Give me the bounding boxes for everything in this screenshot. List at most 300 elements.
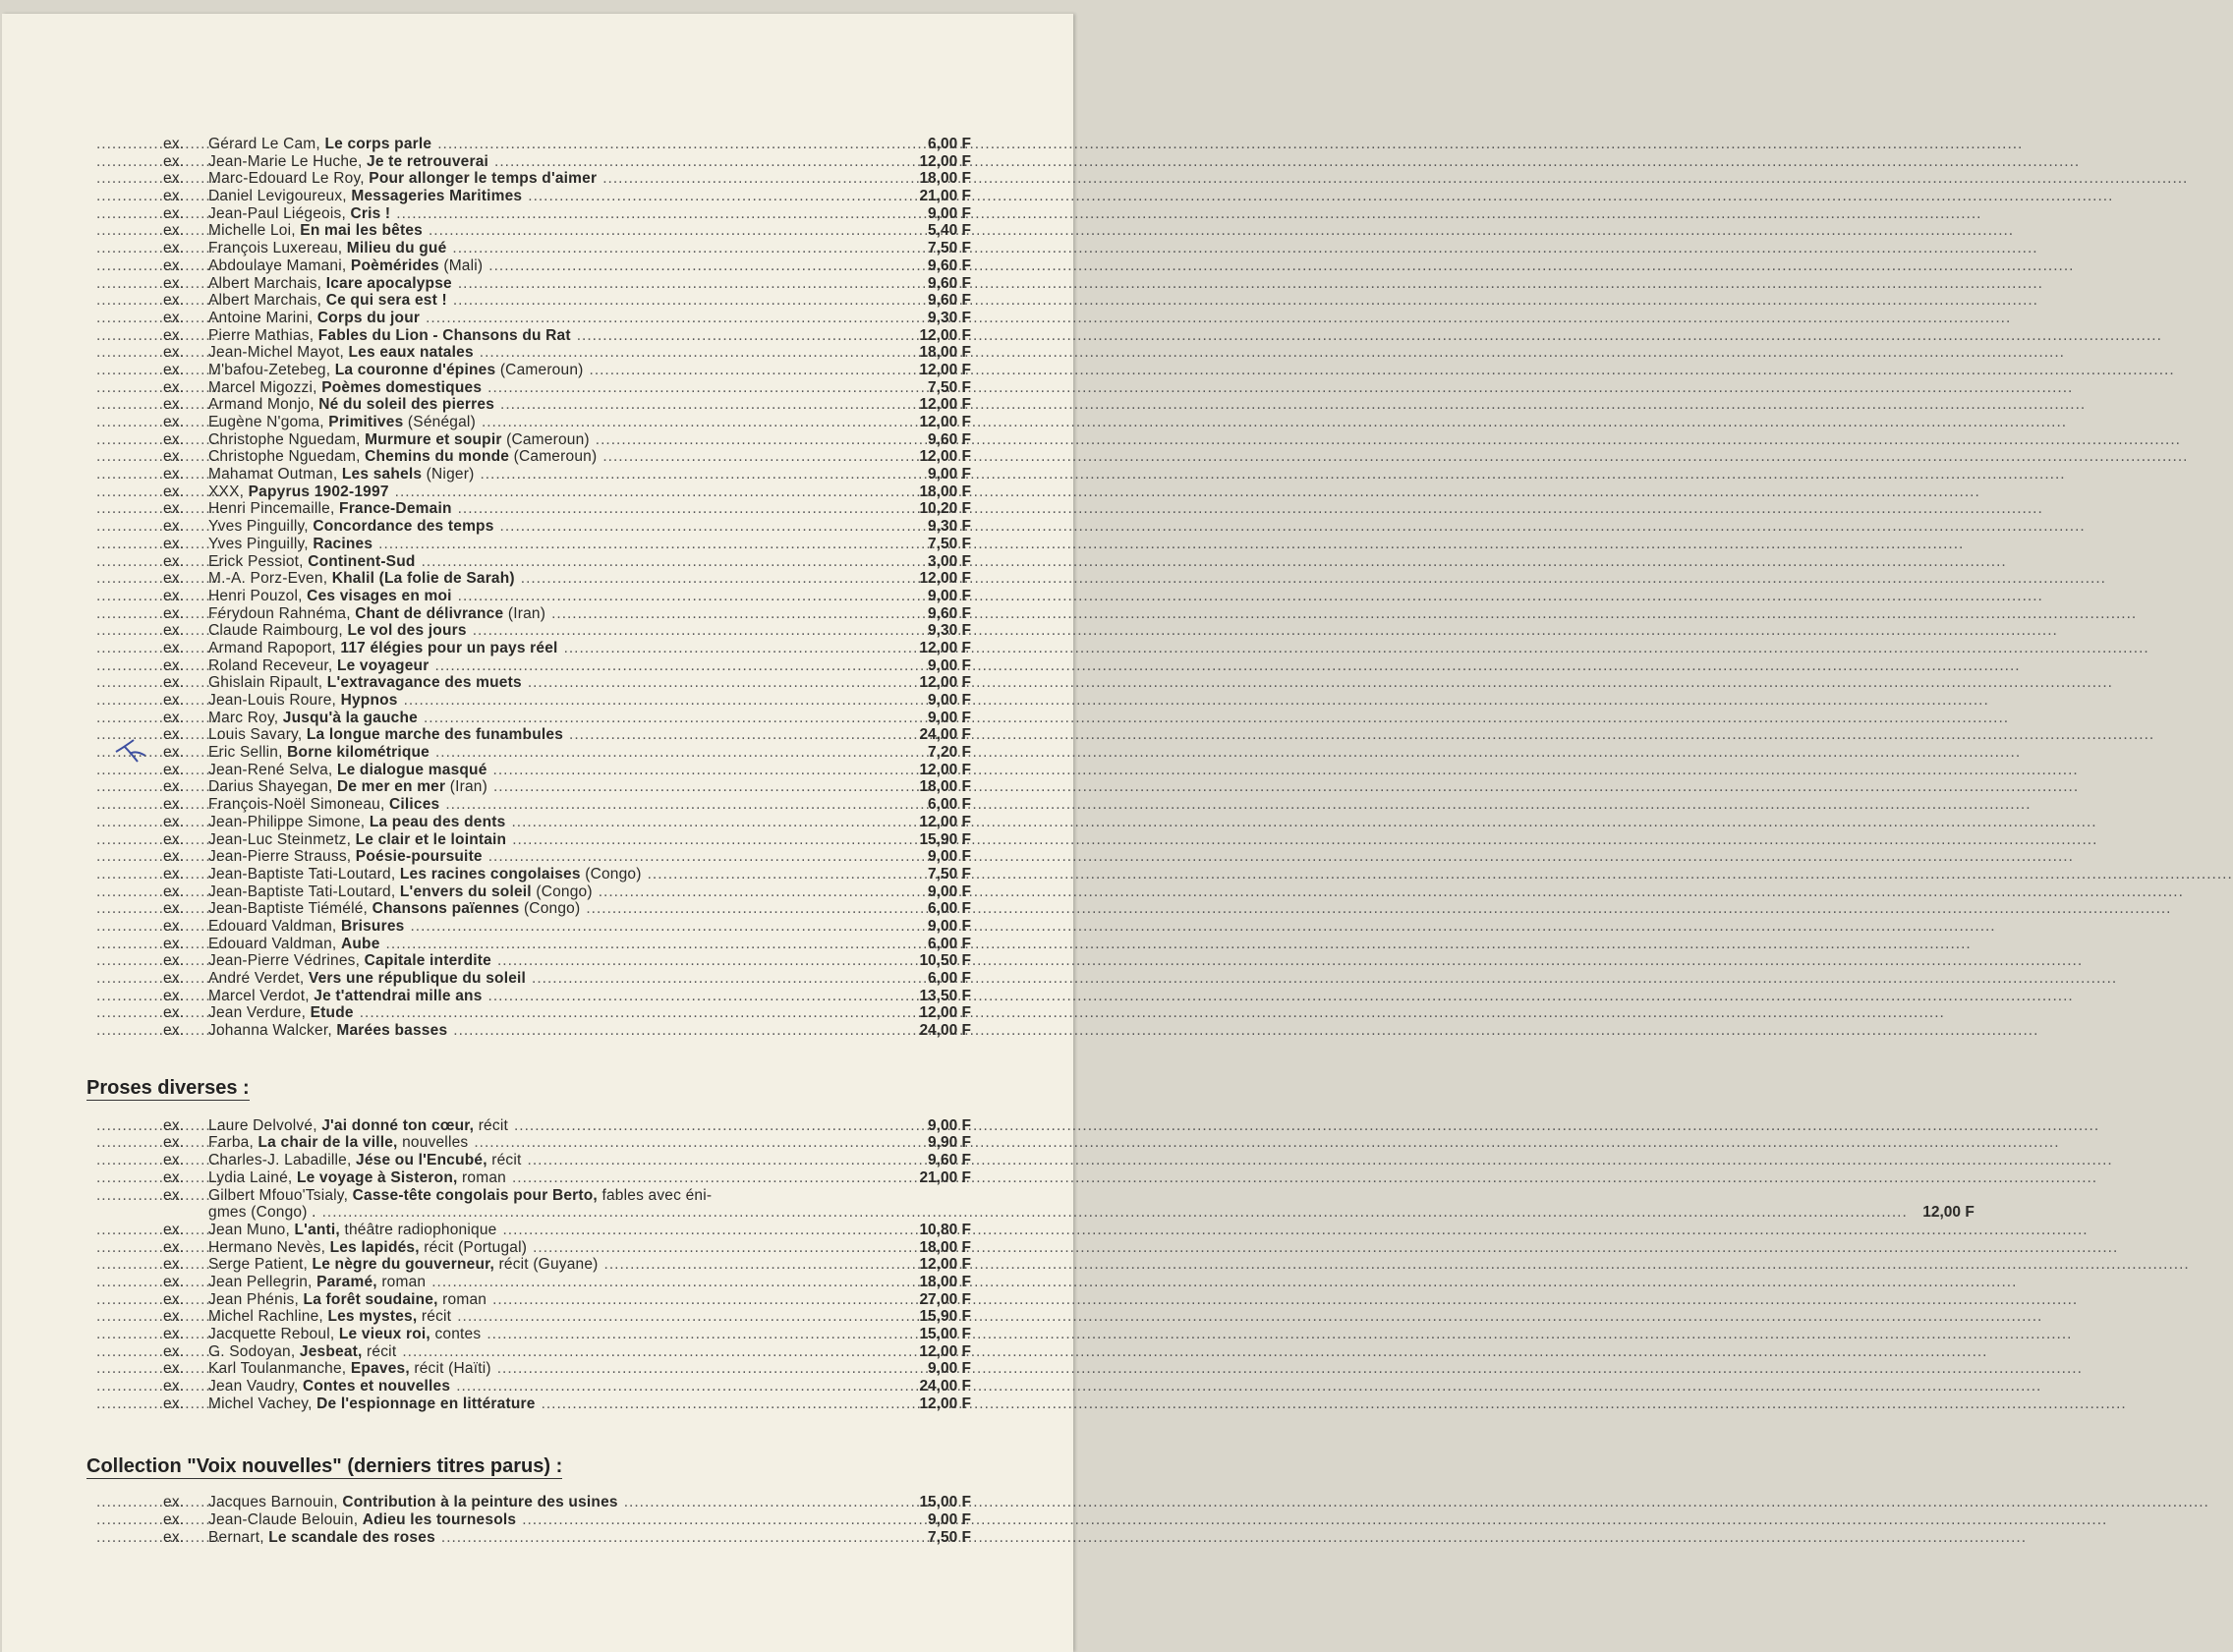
dot-leader [445, 796, 2031, 814]
quantity-blank[interactable] [96, 310, 163, 327]
entry-title: Racines [313, 535, 373, 552]
entry [208, 205, 910, 223]
dot-leader [435, 744, 2021, 762]
dot-leader [602, 170, 2188, 188]
entry-text [208, 814, 505, 831]
quantity-blank[interactable] [96, 952, 163, 970]
entry-author: Edouard Valdman, [208, 935, 337, 952]
price: 7,50 F [928, 378, 971, 396]
quantity-blank[interactable] [96, 188, 163, 205]
ex-label: ex. [163, 935, 185, 952]
entry-text [208, 414, 476, 431]
entry [208, 814, 910, 831]
quantity-blank[interactable] [96, 674, 163, 692]
entry-author: Christophe Nguedam, [208, 430, 361, 448]
entry-extra: récit [421, 1308, 452, 1326]
list-item [96, 605, 971, 623]
ex-label: ex. [163, 136, 185, 152]
price: 9,30 F [928, 309, 971, 326]
quantity-blank[interactable] [96, 553, 163, 571]
price: 12,00 F [919, 414, 971, 430]
entry-author: Jean-René Selva, [208, 761, 333, 778]
quantity-blank[interactable] [96, 466, 163, 484]
entry-author: Abdoulaye Mamani, [208, 256, 347, 274]
list-item [96, 240, 971, 257]
quantity-blank[interactable] [96, 1022, 163, 1040]
quantity-blank[interactable] [96, 1511, 163, 1529]
list-item [96, 848, 971, 866]
entry-title: Adieu les tournesols [362, 1511, 517, 1529]
quantity-blank[interactable] [96, 518, 163, 536]
list-item [96, 536, 971, 553]
list-item [96, 1117, 971, 1135]
quantity-blank[interactable] [96, 744, 163, 762]
quantity-blank[interactable] [96, 1529, 163, 1547]
entry-extra: (Mali) [443, 256, 484, 274]
entry-line-2 [208, 1204, 1975, 1222]
quantity-blank[interactable] [96, 883, 163, 901]
list-item [96, 726, 971, 744]
dot-leader [514, 1117, 2099, 1135]
ex-label: ex. [163, 1290, 185, 1308]
entry-title: Jesbeat, [299, 1342, 363, 1360]
price: 7,50 F [928, 1528, 971, 1546]
list-item [96, 1378, 971, 1396]
price: 9,00 F [928, 692, 971, 709]
entry-extra: (Niger) [426, 466, 475, 484]
entry-title: Capitale interdite [364, 952, 491, 970]
list-item [96, 936, 971, 953]
price: 12,00 F [919, 361, 971, 378]
entry-text [208, 292, 447, 310]
price: 15,00 F [919, 1494, 971, 1511]
price: 9,00 F [928, 709, 971, 726]
dot-leader [386, 936, 1972, 953]
ex-label: ex. [163, 1004, 185, 1022]
ex-label: ex. [163, 761, 185, 778]
entry-title: Les mystes, [327, 1308, 418, 1326]
price: 12,00 F [919, 152, 971, 170]
quantity-blank[interactable] [96, 796, 163, 814]
entry-text [208, 970, 526, 988]
price: 13,50 F [919, 987, 971, 1004]
entry-author: Michelle Loi, [208, 222, 296, 240]
quantity-blank[interactable] [96, 136, 163, 153]
quantity-blank[interactable] [96, 170, 163, 188]
list-item [96, 396, 971, 414]
entry-title: Cris ! [350, 204, 391, 222]
entry-author: Jean-Baptiste Tati-Loutard, [208, 865, 396, 883]
quantity-blank[interactable] [96, 1343, 163, 1361]
list-item [96, 692, 971, 710]
quantity-blank[interactable] [96, 1378, 163, 1396]
quantity-blank[interactable] [96, 362, 163, 379]
quantity-blank[interactable] [96, 1152, 163, 1169]
entry-author: Karl Toulanmanche, [208, 1360, 347, 1378]
ex-label: ex. [163, 778, 185, 796]
entry-title: Poèmes domestiques [321, 378, 483, 396]
quantity-blank[interactable] [96, 762, 163, 779]
price: 18,00 F [919, 1238, 971, 1256]
price: 12,00 F [1922, 1204, 1975, 1222]
quantity-blank[interactable] [96, 814, 163, 831]
quantity-blank[interactable] [96, 1169, 163, 1187]
price: 15,90 F [919, 1308, 971, 1326]
entry [208, 1274, 910, 1291]
quantity-blank[interactable] [96, 1326, 163, 1343]
list-item [96, 484, 971, 501]
quantity-blank[interactable] [96, 692, 163, 710]
entry-title: Casse-tête congolais pour Berto, [352, 1186, 598, 1204]
entry-title: Poésie-poursuite [355, 848, 483, 866]
dot-leader [528, 188, 2113, 205]
list-item [96, 1360, 971, 1378]
entry-author: M.-A. Porz-Even, [208, 570, 328, 588]
entry-author: Jean-Louis Roure, [208, 692, 337, 709]
entry-author: Michel Rachline, [208, 1308, 323, 1326]
entry [208, 327, 910, 345]
quantity-blank[interactable] [96, 448, 163, 466]
quantity-blank[interactable] [96, 831, 163, 849]
price: 9,60 F [928, 604, 971, 622]
quantity-blank[interactable] [96, 484, 163, 501]
price: 7,20 F [928, 744, 971, 762]
entry-text [208, 570, 515, 588]
entry [208, 796, 910, 814]
quantity-blank[interactable] [96, 657, 163, 675]
price: 12,00 F [919, 813, 971, 830]
entry-title: Les racines congolaises [399, 865, 581, 883]
price: 12,00 F [919, 1004, 971, 1022]
entry-title: Le clair et le lointain [355, 830, 507, 848]
entry-author: Mahamat Outman, [208, 466, 338, 484]
quantity-blank[interactable] [96, 275, 163, 293]
entry-text [208, 1326, 481, 1343]
price: 10,80 F [919, 1221, 971, 1238]
quantity-blank[interactable] [96, 1117, 163, 1135]
entry-extra: (Congo) [536, 883, 593, 900]
quantity-blank[interactable] [96, 1239, 163, 1257]
entry-extra: (Iran) [507, 604, 546, 622]
list-item [96, 970, 971, 988]
quantity-blank[interactable] [96, 327, 163, 345]
entry-title: De l'espionnage en littérature [316, 1395, 536, 1412]
ex-label: ex. [163, 483, 185, 500]
entry-author: Jean-Marie Le Huche, [208, 152, 363, 170]
quantity-blank[interactable] [96, 153, 163, 171]
entry [208, 1134, 910, 1152]
ex-label: ex. [163, 500, 185, 518]
dot-leader [492, 1291, 2078, 1309]
entry-extra: récit [367, 1342, 397, 1360]
entry-author: Edouard Valdman, [208, 917, 337, 935]
list-item [96, 900, 971, 918]
entry [208, 1378, 910, 1396]
entry-extra: (Iran) [449, 778, 487, 796]
entry-author: Jean Phénis, [208, 1290, 300, 1308]
quantity-blank[interactable] [96, 622, 163, 640]
dot-leader [458, 275, 2043, 293]
entry [208, 570, 910, 588]
entry [208, 500, 910, 518]
dot-leader [494, 153, 2080, 171]
quantity-blank[interactable] [96, 396, 163, 414]
quantity-blank[interactable] [96, 344, 163, 362]
entry-author: Eugène N'goma, [208, 414, 324, 430]
entry-title: L'extravagance des muets [326, 674, 522, 692]
price: 9,30 F [928, 518, 971, 536]
list-item [96, 674, 971, 692]
entry-text [208, 1511, 516, 1529]
entry-extra: contes [434, 1326, 482, 1342]
quantity-blank[interactable] [96, 866, 163, 883]
quantity-blank[interactable] [96, 1256, 163, 1274]
ex-label: ex. [163, 361, 185, 378]
ex-label: ex. [163, 1528, 185, 1546]
entry-text [208, 674, 522, 692]
entry-extra: théâtre radiophonique [344, 1221, 497, 1238]
list-item [96, 1343, 971, 1361]
entry-title: Paramé, [316, 1273, 377, 1290]
quantity-blank[interactable] [96, 988, 163, 1005]
quantity-blank[interactable] [96, 222, 163, 240]
dot-leader [473, 622, 2058, 640]
list-item [96, 814, 971, 831]
entry-title: 117 élégies pour un pays réel [340, 639, 558, 656]
entry-text [208, 362, 584, 379]
entry-text [208, 1134, 468, 1152]
dot-leader [422, 553, 2007, 571]
entry-extra: roman [381, 1273, 427, 1290]
list-item [96, 153, 971, 171]
entry-title: Murmure et soupir [365, 430, 502, 448]
entry-author: Jean Verdure, [208, 1004, 307, 1022]
dot-leader [488, 257, 2074, 275]
entry-text [208, 692, 398, 710]
quantity-blank[interactable] [96, 570, 163, 588]
quantity-blank[interactable] [96, 848, 163, 866]
quantity-blank[interactable] [96, 431, 163, 449]
entry-author: Henri Pincemaille, [208, 500, 335, 518]
entry-title: Continent-Sud [308, 552, 416, 570]
ex-label: ex. [163, 552, 185, 570]
entry-text [208, 762, 487, 779]
dot-leader [395, 484, 1980, 501]
entry-author: Pierre Mathias, [208, 326, 315, 344]
quantity-blank[interactable] [96, 918, 163, 936]
quantity-blank[interactable] [96, 970, 163, 988]
dot-leader [458, 500, 2043, 518]
entry-title: Le corps parle [324, 136, 432, 152]
entry-author: Charles-J. Labadille, [208, 1152, 352, 1169]
dot-leader [431, 1274, 2017, 1291]
entry-text [208, 1187, 712, 1204]
list-item [96, 1222, 971, 1239]
entry-title: Contribution à la peinture des usines [342, 1494, 618, 1511]
quantity-blank[interactable] [96, 379, 163, 397]
entry-title: La peau des dents [369, 813, 506, 830]
entry-author: Jean-Paul Liégeois, [208, 204, 346, 222]
entry [208, 605, 910, 623]
entry-extra: récit [478, 1116, 508, 1134]
list-item [96, 170, 971, 188]
dot-leader [542, 1396, 2127, 1413]
quantity-blank[interactable] [96, 240, 163, 257]
quantity-blank[interactable] [96, 536, 163, 553]
entry-title: Le dialogue masqué [336, 761, 487, 778]
entry-title: Brisures [340, 917, 405, 935]
quantity-blank[interactable] [96, 292, 163, 310]
voix-nouvelles-list [96, 1494, 971, 1546]
entry-text [208, 831, 506, 849]
ex-label: ex. [163, 656, 185, 674]
entry-author: Ghislain Ripault, [208, 674, 323, 692]
entry-text [208, 1529, 435, 1547]
entry-text [208, 640, 558, 657]
quantity-blank[interactable] [96, 1004, 163, 1022]
price: 7,50 F [928, 535, 971, 552]
dot-leader [522, 1511, 2107, 1529]
entry [208, 657, 910, 675]
entry [208, 710, 910, 727]
quantity-blank[interactable] [96, 726, 163, 744]
list-item [96, 466, 971, 484]
entry-title: J'ai donné ton cœur, [321, 1116, 475, 1134]
list-item [96, 448, 971, 466]
entry-text [208, 1396, 536, 1413]
dot-leader [452, 240, 2037, 257]
entry-author: Johanna Walcker, [208, 1022, 332, 1040]
ex-label: ex. [163, 188, 185, 205]
entry-text [208, 848, 483, 866]
entry [208, 778, 910, 796]
entry-title: Le vieux roi, [338, 1326, 430, 1342]
entry [208, 136, 910, 153]
entry-text [208, 622, 467, 640]
entry-author: Farba, [208, 1134, 254, 1152]
entry-extra: (Congo) [585, 865, 642, 883]
entry-text [208, 900, 580, 918]
dot-leader [453, 292, 2038, 310]
quantity-blank[interactable] [96, 1222, 163, 1239]
entry-author: Claude Raimbourg, [208, 622, 343, 640]
entry [208, 988, 910, 1005]
entry [208, 170, 910, 188]
entry-text [208, 1004, 354, 1022]
price: 7,50 F [928, 240, 971, 257]
ex-label: ex. [163, 1511, 185, 1529]
entry-title: L'anti, [294, 1221, 340, 1238]
price: 24,00 F [919, 726, 971, 744]
quantity-blank[interactable] [96, 936, 163, 953]
ex-label: ex. [163, 604, 185, 622]
entry-title: Primitives [328, 414, 404, 430]
quantity-blank[interactable] [96, 778, 163, 796]
quantity-blank[interactable] [96, 1187, 163, 1205]
entry-title: Chant de délivrance [355, 604, 504, 622]
quantity-blank[interactable] [96, 1396, 163, 1413]
quantity-blank[interactable] [96, 205, 163, 223]
entry-text [208, 1117, 508, 1135]
quantity-blank[interactable] [96, 414, 163, 431]
dot-leader [488, 848, 2074, 866]
dot-leader [590, 362, 2175, 379]
quantity-blank[interactable] [96, 1360, 163, 1378]
entry [208, 431, 910, 449]
entry-author: Jean-Philippe Simone, [208, 813, 366, 830]
order-form [86, 136, 1975, 1547]
quantity-blank[interactable] [96, 1134, 163, 1152]
quantity-blank[interactable] [96, 257, 163, 275]
entry-author: Lydia Lainé, [208, 1168, 293, 1186]
quantity-blank[interactable] [96, 1291, 163, 1309]
price: 18,00 F [919, 344, 971, 362]
quantity-blank[interactable] [96, 1274, 163, 1291]
quantity-blank[interactable] [96, 710, 163, 727]
entry-author: Jean Pellegrin, [208, 1273, 313, 1290]
entry-text [208, 275, 452, 293]
entry-author: Albert Marchais, [208, 292, 322, 310]
price: 12,00 F [919, 1256, 971, 1274]
entry-author: Hermano Nevès, [208, 1238, 326, 1256]
quantity-blank[interactable] [96, 1308, 163, 1326]
list-item [96, 883, 971, 901]
quantity-blank[interactable] [96, 588, 163, 605]
entry-extra: récit (Guyane) [498, 1256, 599, 1274]
entry-text [208, 327, 571, 345]
dot-leader [528, 1152, 2113, 1169]
quantity-blank[interactable] [96, 605, 163, 623]
price: 9,00 F [928, 1360, 971, 1378]
quantity-blank[interactable] [96, 1494, 163, 1511]
price: 18,00 F [919, 483, 971, 500]
price: 10,50 F [919, 952, 971, 970]
price: 6,00 F [928, 935, 971, 952]
entry-text [208, 396, 494, 414]
list-item [96, 414, 971, 431]
list-item [96, 1239, 971, 1257]
quantity-blank[interactable] [96, 500, 163, 518]
ex-label: ex. [163, 170, 185, 188]
entry-title: Le vol des jours [347, 622, 467, 640]
entry [208, 153, 910, 171]
entry [208, 553, 910, 571]
entry-title: Concordance des temps [313, 518, 494, 536]
ex-label: ex. [163, 1221, 185, 1238]
entry-text [208, 240, 446, 257]
dot-leader [577, 327, 2162, 345]
entry-text [208, 257, 483, 275]
ex-label: ex. [163, 848, 185, 866]
price: 15,90 F [919, 830, 971, 848]
entry [208, 1529, 910, 1547]
entry-title: Fables du Lion - Chansons du Rat [317, 326, 571, 344]
price: 12,00 F [919, 448, 971, 466]
dot-leader [429, 222, 2014, 240]
entry-author: Erick Pessiot, [208, 552, 304, 570]
quantity-blank[interactable] [96, 640, 163, 657]
dot-leader [532, 970, 2117, 988]
quantity-blank[interactable] [96, 900, 163, 918]
entry-title: Borne kilométrique [287, 744, 429, 762]
list-item [96, 292, 971, 310]
price: 9,00 F [928, 883, 971, 900]
entry-title: Hypnos [340, 692, 398, 709]
entry-author: Yves Pinguilly, [208, 535, 309, 552]
entry [208, 1169, 910, 1187]
ex-label: ex. [163, 1022, 185, 1040]
entry-text [208, 344, 474, 362]
